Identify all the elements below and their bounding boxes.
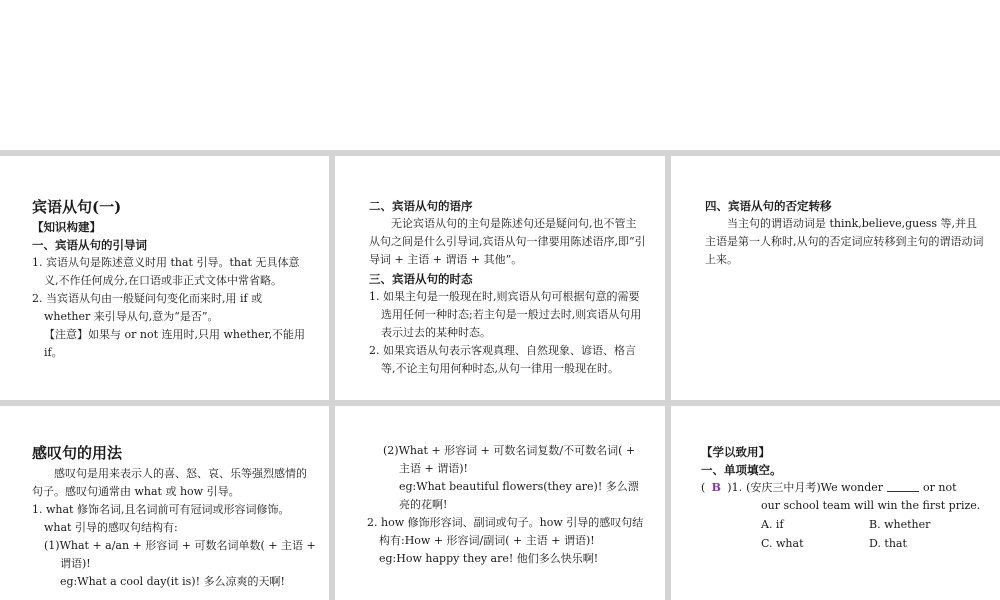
rule-item-2: 2. 当宾语从句由一般疑问句变化而来时,用 if 或 whether 来引导从句,意为“是否”。 — [32, 292, 263, 323]
section-label: 【学以致用】 — [701, 445, 770, 459]
section-heading: 四、宾语从句的否定转移 — [705, 199, 832, 213]
panel-exclamation-1 — [0, 406, 329, 600]
answer-choice: B — [711, 481, 721, 494]
section-label: 【知识构建】 — [32, 220, 101, 234]
paragraph: 当主句的谓语动词是 think,believe,guess 等,并且主语是第一人称时,从句的否定词应转移到主句的谓语动词上来。 — [705, 217, 984, 266]
rule-item-1: 1. what 修饰名词,且名词前可有冠词或形容词修饰。 — [32, 503, 290, 516]
option-c: C. what — [761, 537, 804, 550]
structure-1: (1)What + a/an + 形容词 + 可数名词单数( + 主语 + 谓语)! — [44, 539, 316, 570]
slide-grid — [0, 150, 1000, 600]
example-1: eg:What a cool day(it is)! 多么凉爽的天啊! — [60, 575, 285, 588]
panel-object-clause-3 — [671, 156, 1000, 400]
rule-item-2: 2. how 修饰形容词、副词或句子。how 引导的感叹句结构有:How + 形容词/副词( + 主语 + 谓语)! — [367, 516, 644, 547]
answer-blank — [887, 479, 919, 492]
option-a: A. if — [761, 518, 784, 531]
option-list — [761, 515, 988, 553]
question-stem-tail: or not — [923, 481, 957, 494]
rule-item-1: 1. 如果主句是一般现在时,则宾语从句可根据句意的需要选用任何一种时态;若主句是一般过去时,则宾语从句用表示过去的某种时态。 — [369, 290, 642, 339]
panel-object-clause-1 — [0, 156, 329, 400]
panel-title: 宾语从句(一) — [32, 198, 122, 216]
question-1 — [701, 479, 988, 497]
option-b: B. whether — [869, 518, 931, 531]
panel-object-clause-2 — [335, 156, 665, 400]
question-stem: (安庆三中月考)We wonder — [746, 481, 884, 494]
note-text: 【注意】如果与 or not 连用时,只用 whether,不能用 if。 — [44, 328, 306, 359]
example-2: eg:What beautiful flowers(they are)! 多么漂亮的花啊! — [399, 480, 639, 511]
rule-item-2: 2. 如果宾语从句表示客观真理、自然现象、谚语、格言等,不论主句用何种时态,从句一律用一般现在时。 — [369, 344, 636, 375]
section-heading: 三、宾语从句的时态 — [369, 272, 473, 286]
paragraph: 感叹句是用来表示人的喜、怒、哀、乐等强烈感情的句子。感叹句通常由 what 或 how 引导。 — [32, 467, 307, 498]
panel-practice — [671, 406, 1000, 600]
rule-item-1: 1. 宾语从句是陈述意义时用 that 引导。that 无具体意义,不作任何成分,在口语或非正式文体中常省略。 — [32, 256, 300, 287]
paragraph: 无论宾语从句的主句是陈述句还是疑问句,也不管主从句之间是什么引导词,宾语从句一律要用陈述语序,即“引导词 + 主语 + 谓语 + 其他”。 — [369, 217, 646, 266]
panel-exclamation-2 — [335, 406, 665, 600]
answer-bracket-close: )1. — [727, 481, 743, 494]
section-heading: 二、宾语从句的语序 — [369, 199, 473, 213]
question-line-2: our school team will win the first prize. — [761, 499, 981, 512]
section-heading: 一、宾语从句的引导词 — [32, 238, 147, 252]
section-heading: 一、单项填空。 — [701, 463, 782, 477]
structure-2: (2)What + 形容词 + 可数名词复数/不可数名词( + 主语 + 谓语)! — [383, 444, 636, 475]
rule-item-1-structure: what 引导的感叹句结构有: — [44, 521, 178, 534]
example-3: eg:How happy they are! 他们多么快乐啊! — [379, 552, 599, 565]
answer-bracket-open: ( — [701, 481, 706, 494]
option-d: D. that — [869, 537, 907, 550]
panel-title: 感叹句的用法 — [32, 444, 123, 462]
